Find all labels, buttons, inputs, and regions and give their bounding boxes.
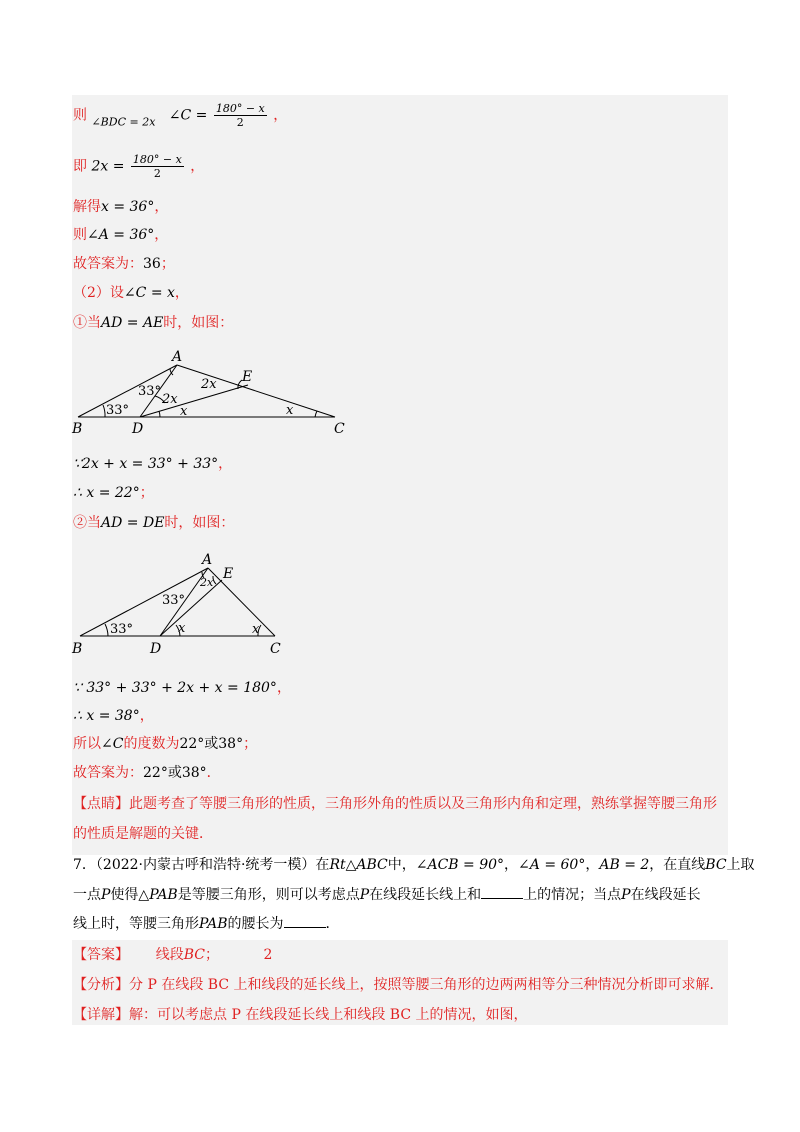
angle-label-a33: 33° <box>162 593 186 608</box>
solution-line-3: 解得x = 36°， <box>73 199 169 215</box>
angle-label-cx: x <box>286 403 294 418</box>
figure-1-svg <box>70 345 360 440</box>
angle-label-e2x: 2x <box>201 377 217 392</box>
detail-line: 【详解】解：可以考虑点 P 在线段延长线上和线段 BC 上的情况，如图， <box>73 1007 528 1023</box>
segment-ac <box>208 568 275 636</box>
label-d: D <box>132 421 144 437</box>
solution-line-7: ①当AD = AE时，如图： <box>73 315 234 331</box>
angle-arc-e <box>213 576 216 584</box>
angle-arc-c <box>315 411 317 417</box>
label-c: C <box>334 421 345 437</box>
angle-label-dx: x <box>178 621 186 636</box>
answer-blank-1 <box>481 886 523 899</box>
label-e: E <box>223 566 234 582</box>
solution-line-12: ∴ x = 38°， <box>73 708 154 724</box>
solution-line-14: 故答案为：22°或38°． <box>73 765 221 781</box>
label-a: A <box>172 349 183 365</box>
answer-blank-2 <box>284 915 326 928</box>
comment-line-2: 的性质是解题的关键． <box>73 826 213 842</box>
segment-ba <box>80 568 208 636</box>
solution-line-10: ②当AD = DE时，如图： <box>73 515 235 531</box>
angle-label-a33: 33° <box>138 384 162 399</box>
question-7-line-1: 7．（2022·内蒙古呼和浩特·统考一模）在Rt△ABC中，∠ACB = 90°，∠A = 60°，AB = 2，在直线BC上取 <box>73 857 755 873</box>
label-b: B <box>72 641 83 657</box>
angle-label-cx: x <box>252 622 260 637</box>
label-e: E <box>242 369 253 385</box>
answer-line: 【答案】 线段BC； 2 <box>73 947 273 963</box>
label-a: A <box>202 552 213 568</box>
solution-line-8: ∵2x + x = 33° + 33°， <box>73 456 233 472</box>
triangle-figure-1 <box>70 345 360 440</box>
angle-label-e2x: 2x <box>200 576 214 589</box>
solution-line-9: ∴ x = 22°； <box>73 485 154 501</box>
fraction: $\frac{180^\circ - x}{2}$ <box>215 102 265 129</box>
angle-label-dx: x <box>180 404 188 419</box>
angle-arc-b <box>105 624 108 636</box>
angle-label-b33: 33° <box>110 622 134 637</box>
angle-arc-b <box>103 405 105 417</box>
question-7-line-2: 一点P使得△PAB是等腰三角形，则可以考虑点P在线段延长线上和 上的情况；当点P在线段延长 <box>73 887 701 903</box>
triangle-figure-2 <box>70 548 300 658</box>
label-c: C <box>270 641 281 657</box>
comment-line-1: 【点睛】此题考查了等腰三角形的性质，三角形外角的性质以及三角形内角和定理，熟练掌握等腰三角形 <box>73 796 717 812</box>
solution-line-4: 则∠A = 36°， <box>73 227 169 243</box>
solution-line-1: 则 $_{\angle BDC = 2x}$ ∠C = $\frac{180^\circ - x}{2}$ ， <box>73 102 288 129</box>
figure-2-svg <box>70 548 300 658</box>
solution-line-2: 即 2x = $\frac{180^\circ - x}{2}$ ， <box>73 153 205 180</box>
label-d: D <box>150 641 162 657</box>
label-b: B <box>72 421 83 437</box>
question-7-line-3: 线上时，等腰三角形PAB的腰长为 ． <box>73 916 340 932</box>
solution-line-11: ∵ 33° + 33° + 2x + x = 180°， <box>73 680 291 696</box>
angle-bdc: ∠BDC = 2x <box>91 115 156 129</box>
analysis-line: 【分析】分 P 在线段 BC 上和线段的延长线上，按照等腰三角形的边两两相等分三种情况分析即可求解． <box>73 977 724 993</box>
angle-label-b33: 33° <box>106 403 130 418</box>
solution-line-5: 故答案为：36； <box>73 256 175 272</box>
angle-label-d2x: 2x <box>162 392 178 407</box>
solution-line-13: 所以∠C的度数为22°或38°； <box>73 736 258 752</box>
angle-arc-dx <box>159 411 160 417</box>
fraction: $\frac{180^\circ - x}{2}$ <box>132 153 182 180</box>
solution-line-6: （2）设∠C = x， <box>73 285 189 301</box>
